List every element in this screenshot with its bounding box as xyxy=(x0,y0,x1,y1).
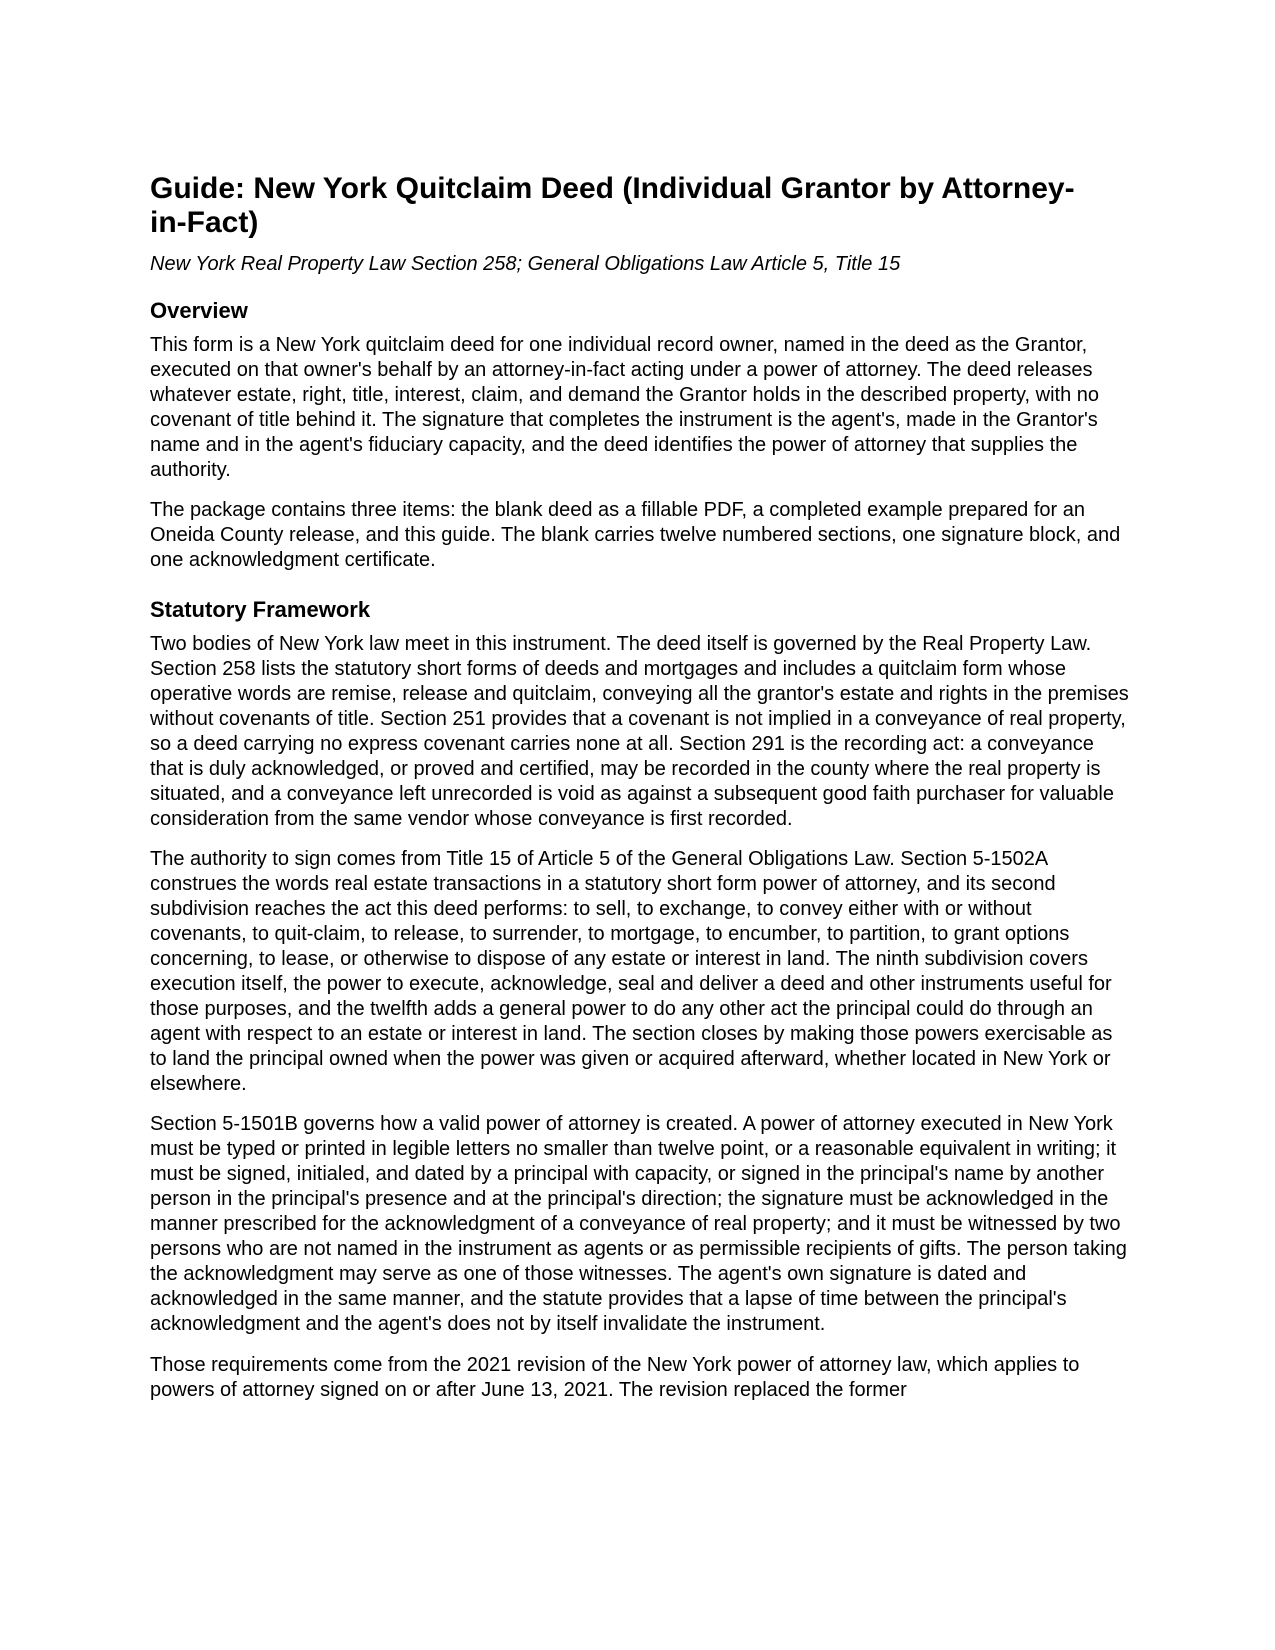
section-heading-overview: Overview xyxy=(150,298,248,323)
document-subtitle: New York Real Property Law Section 258; General Obligations Law Article 5, Title 15 xyxy=(150,253,901,275)
paragraph: The authority to sign comes from Title 15 of Article 5 of the General Obligations Law. Section 5-1502A construes the words real estate transactions in a statutory short form power of attorney, and its second subdivision reaches the act this deed performs: to sell, to exchange, to convey either with or without covenants, to quit-claim, to release, to surrender, to mortgage, to encumber, to partition, to grant options concerning, to lease, or otherwise to dispose of any estate or interest in land. The ninth subdivision covers execution itself, the power to execute, acknowledge, seal and deliver a deed and other instruments useful for those purposes, and the twelfth adds a general power to do any other act the principal could do through an agent with respect to an estate or interest in land. The section closes by making those powers exercisable as to land the principal owned when the power was given or acquired afterward, whether located in New York or elsewhere. xyxy=(150,848,1113,1095)
section-heading-statutory-framework: Statutory Framework xyxy=(150,597,371,623)
document-page xyxy=(150,172,1130,1402)
paragraph: This form is a New York quitclaim deed for one individual record owner, named in the deed as the Grantor, executed on that owner's behalf by an attorney-in-fact acting under a power of attorney. The deed releases whatever estate, right, title, interest, claim, and demand the Grantor holds in the described property, with no covenant of title behind it. The signature that completes the instrument is the agent's, made in the Grantor's name and in the agent's fiduciary capacity, and the deed identifies the power of attorney that supplies the authority. xyxy=(150,334,1100,481)
paragraph: The package contains three items: the blank deed as a fillable PDF, a completed example prepared for an Oneida County release, and this guide. The blank carries twelve numbered sections, one signature block, and one acknowledgment certificate. xyxy=(150,499,1121,572)
paragraph: Section 5-1501B governs how a valid power of attorney is created. A power of attorney executed in New York must be typed or printed in legible letters no smaller than twelve point, or a reasonable equivalent in writing; it must be signed, initialed, and dated by a principal with capacity, or signed in the principal's name by another person in the principal's presence and at the principal's direction; the signature must be acknowledged in the manner prescribed for the acknowledgment of a conveyance of real property; and it must be witnessed by two persons who are not named in the instrument as agents or as permissible recipients of gifts. The person taking the acknowledgment may serve as one of those witnesses. The agent's own signature is dated and acknowledged in the same manner, and the statute provides that a lapse of time between the principal's acknowledgment and the agent's does not by itself invalidate the instrument. xyxy=(150,1113,1127,1335)
paragraph: Those requirements come from the 2021 revision of the New York power of attorney law, which applies to powers of attorney signed on or after June 13, 2021. The revision replaced the former xyxy=(150,1353,1080,1401)
paragraph: Two bodies of New York law meet in this instrument. The deed itself is governed by the Real Property Law. Section 258 lists the statutory short forms of deeds and mortgages and includes a quitclaim form whose operative words are remise, release and quitclaim, conveying all the grantor's estate and rights in the premises without covenants of title. Section 251 provides that a covenant is not implied in a conveyance of real property, so a deed carrying no express covenant carries none at all. Section 291 is the recording act: a conveyance that is duly acknowledged, or proved and certified, may be recorded in the county where the real property is situated, and a conveyance left unrecorded is void as against a subsequent good faith purchaser for valuable consideration from the same vendor whose conveyance is first recorded. xyxy=(150,633,1129,830)
document-title: Guide: New York Quitclaim Deed (Individual Grantor by Attorney-in-Fact) xyxy=(150,172,1075,239)
